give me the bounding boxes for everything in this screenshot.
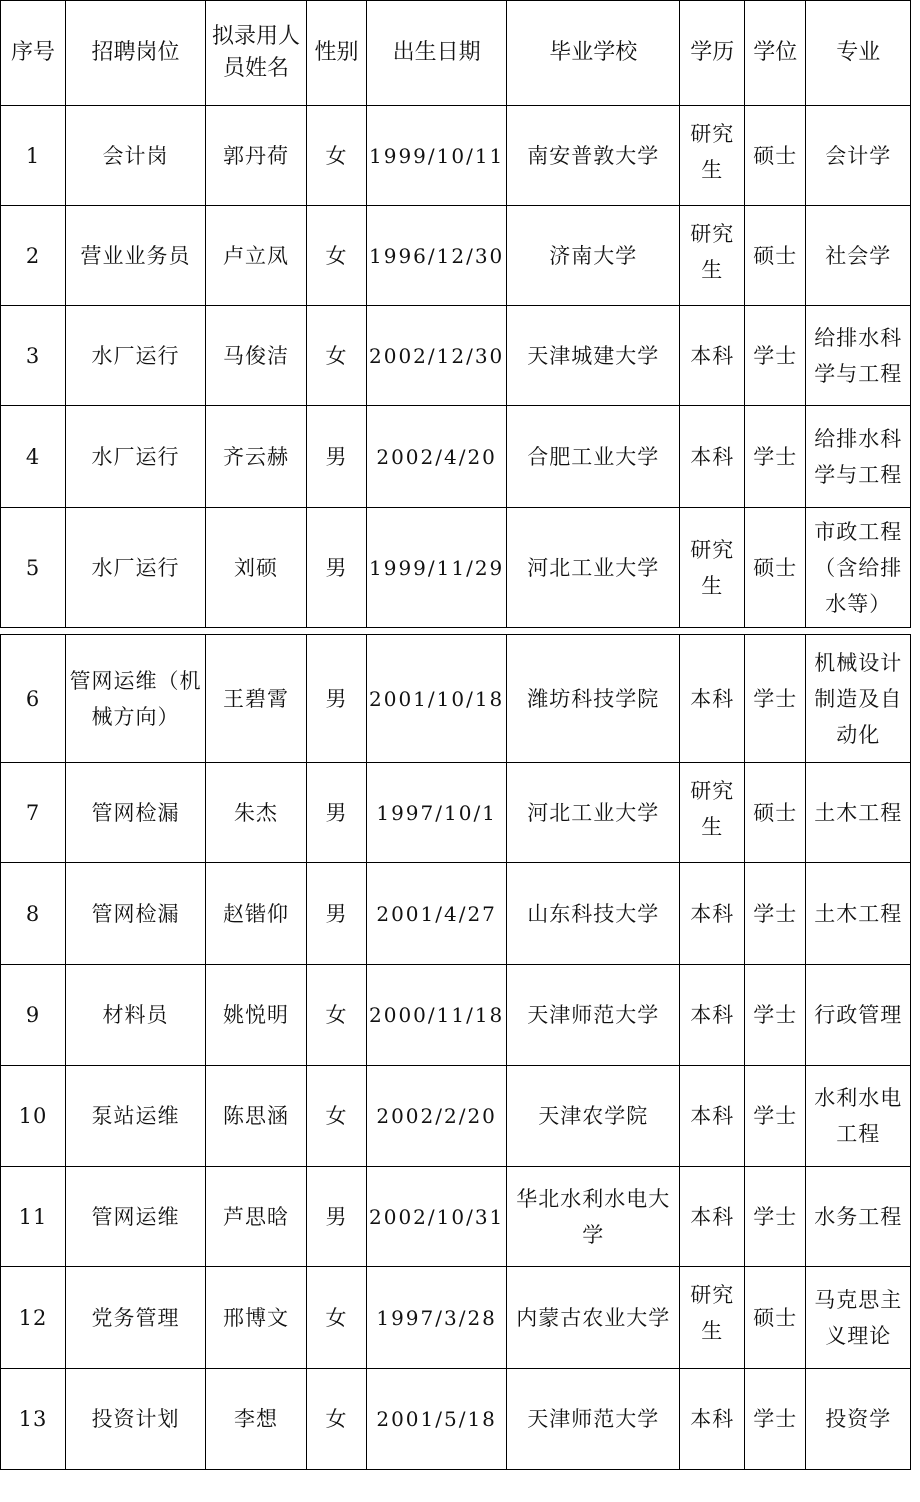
cell-major: 水利水电工程: [806, 1066, 911, 1167]
cell-school: 天津农学院: [507, 1066, 680, 1167]
cell-school: 华北水利水电大学: [507, 1167, 680, 1267]
table-row: [1, 863, 911, 965]
cell-no: 10: [1, 1066, 66, 1167]
table-row: [1, 965, 911, 1066]
cell-no: 11: [1, 1167, 66, 1267]
cell-post: 管网检漏: [66, 763, 206, 863]
cell-major: 行政管理: [806, 965, 911, 1066]
cell-sex: 男: [307, 508, 367, 628]
cell-major: 土木工程: [806, 763, 911, 863]
cell-no: 9: [1, 965, 66, 1066]
header-post: 招聘岗位: [66, 1, 206, 106]
cell-dob: 1996/12/30: [367, 206, 507, 306]
cell-edu: 本科: [680, 635, 745, 763]
cell-dob: 2002/10/31: [367, 1167, 507, 1267]
cell-post: 营业业务员: [66, 206, 206, 306]
cell-sex: 女: [307, 306, 367, 406]
header-degree: 学位: [745, 1, 806, 106]
cell-post: 材料员: [66, 965, 206, 1066]
cell-degree: 学士: [745, 863, 806, 965]
cell-degree: 硕士: [745, 763, 806, 863]
page-gap: [1, 628, 911, 635]
cell-name: 陈思涵: [206, 1066, 307, 1167]
table-row: [1, 106, 911, 206]
cell-name: 姚悦明: [206, 965, 307, 1066]
cell-name: 李想: [206, 1369, 307, 1470]
header-name: 拟录用人员姓名: [206, 1, 307, 106]
header-school: 毕业学校: [507, 1, 680, 106]
cell-post: 管网检漏: [66, 863, 206, 965]
cell-name: 刘硕: [206, 508, 307, 628]
cell-name: 邢博文: [206, 1267, 307, 1369]
cell-dob: 2001/10/18: [367, 635, 507, 763]
cell-school: 内蒙古农业大学: [507, 1267, 680, 1369]
cell-school: 河北工业大学: [507, 763, 680, 863]
cell-post: 水厂运行: [66, 406, 206, 508]
cell-edu: 研究生: [680, 1267, 745, 1369]
cell-degree: 硕士: [745, 508, 806, 628]
cell-name: 王碧霄: [206, 635, 307, 763]
table-row: [1, 635, 911, 763]
cell-sex: 男: [307, 763, 367, 863]
header-sex: 性别: [307, 1, 367, 106]
cell-edu: 研究生: [680, 763, 745, 863]
cell-major: 社会学: [806, 206, 911, 306]
cell-edu: 研究生: [680, 206, 745, 306]
cell-name: 赵锴仰: [206, 863, 307, 965]
table-row: [1, 406, 911, 508]
cell-dob: 1997/10/1: [367, 763, 507, 863]
cell-edu: 本科: [680, 965, 745, 1066]
cell-no: 2: [1, 206, 66, 306]
cell-major: 土木工程: [806, 863, 911, 965]
cell-no: 6: [1, 635, 66, 763]
cell-no: 8: [1, 863, 66, 965]
header-major: 专业: [806, 1, 911, 106]
cell-edu: 研究生: [680, 106, 745, 206]
cell-dob: 2002/12/30: [367, 306, 507, 406]
cell-name: 齐云赫: [206, 406, 307, 508]
cell-no: 3: [1, 306, 66, 406]
cell-name: 朱杰: [206, 763, 307, 863]
table-row: [1, 206, 911, 306]
cell-degree: 学士: [745, 406, 806, 508]
cell-dob: 1997/3/28: [367, 1267, 507, 1369]
cell-edu: 研究生: [680, 508, 745, 628]
header-row: [1, 1, 911, 106]
table-row: [1, 508, 911, 628]
cell-dob: 2002/4/20: [367, 406, 507, 508]
cell-sex: 男: [307, 635, 367, 763]
cell-degree: 学士: [745, 1369, 806, 1470]
cell-name: 芦思晗: [206, 1167, 307, 1267]
cell-edu: 本科: [680, 1167, 745, 1267]
cell-no: 13: [1, 1369, 66, 1470]
cell-school: 山东科技大学: [507, 863, 680, 965]
table-row: [1, 1369, 911, 1470]
table-row: [1, 1066, 911, 1167]
cell-name: 郭丹荷: [206, 106, 307, 206]
cell-sex: 男: [307, 1167, 367, 1267]
cell-post: 投资计划: [66, 1369, 206, 1470]
cell-degree: 硕士: [745, 106, 806, 206]
cell-major: 给排水科学与工程: [806, 406, 911, 508]
cell-school: 济南大学: [507, 206, 680, 306]
cell-major: 机械设计制造及自动化: [806, 635, 911, 763]
cell-dob: 2001/5/18: [367, 1369, 507, 1470]
cell-no: 4: [1, 406, 66, 508]
cell-sex: 男: [307, 406, 367, 508]
cell-name: 卢立凤: [206, 206, 307, 306]
cell-degree: 硕士: [745, 206, 806, 306]
cell-degree: 学士: [745, 1167, 806, 1267]
cell-post: 党务管理: [66, 1267, 206, 1369]
cell-sex: 女: [307, 206, 367, 306]
cell-degree: 学士: [745, 306, 806, 406]
cell-dob: 2000/11/18: [367, 965, 507, 1066]
cell-degree: 学士: [745, 965, 806, 1066]
cell-school: 合肥工业大学: [507, 406, 680, 508]
cell-post: 管网运维: [66, 1167, 206, 1267]
cell-major: 马克思主义理论: [806, 1267, 911, 1369]
cell-school: 天津师范大学: [507, 1369, 680, 1470]
table-row: [1, 1267, 911, 1369]
cell-degree: 学士: [745, 1066, 806, 1167]
cell-major: 水务工程: [806, 1167, 911, 1267]
cell-dob: 1999/11/29: [367, 508, 507, 628]
cell-sex: 女: [307, 1369, 367, 1470]
cell-sex: 女: [307, 965, 367, 1066]
cell-school: 河北工业大学: [507, 508, 680, 628]
cell-school: 天津城建大学: [507, 306, 680, 406]
cell-degree: 硕士: [745, 1267, 806, 1369]
cell-school: 天津师范大学: [507, 965, 680, 1066]
cell-no: 1: [1, 106, 66, 206]
table-row: [1, 306, 911, 406]
cell-post: 会计岗: [66, 106, 206, 206]
cell-major: 投资学: [806, 1369, 911, 1470]
cell-dob: 2001/4/27: [367, 863, 507, 965]
cell-major: 市政工程（含给排水等）: [806, 508, 911, 628]
cell-sex: 男: [307, 863, 367, 965]
cell-school: 南安普敦大学: [507, 106, 680, 206]
cell-sex: 女: [307, 1066, 367, 1167]
table-row: [1, 1167, 911, 1267]
cell-major: 会计学: [806, 106, 911, 206]
cell-name: 马俊洁: [206, 306, 307, 406]
cell-edu: 本科: [680, 306, 745, 406]
cell-degree: 学士: [745, 635, 806, 763]
cell-dob: 1999/10/11: [367, 106, 507, 206]
header-edu: 学历: [680, 1, 745, 106]
cell-edu: 本科: [680, 863, 745, 965]
cell-sex: 女: [307, 106, 367, 206]
cell-no: 12: [1, 1267, 66, 1369]
header-dob: 出生日期: [367, 1, 507, 106]
cell-edu: 本科: [680, 1066, 745, 1167]
header-no: 序号: [1, 1, 66, 106]
table-row: [1, 763, 911, 863]
cell-post: 泵站运维: [66, 1066, 206, 1167]
cell-post: 水厂运行: [66, 508, 206, 628]
cell-post: 管网运维（机械方向）: [66, 635, 206, 763]
cell-no: 5: [1, 508, 66, 628]
cell-major: 给排水科学与工程: [806, 306, 911, 406]
cell-sex: 女: [307, 1267, 367, 1369]
cell-school: 潍坊科技学院: [507, 635, 680, 763]
cell-edu: 本科: [680, 1369, 745, 1470]
cell-dob: 2002/2/20: [367, 1066, 507, 1167]
cell-edu: 本科: [680, 406, 745, 508]
cell-no: 7: [1, 763, 66, 863]
cell-post: 水厂运行: [66, 306, 206, 406]
